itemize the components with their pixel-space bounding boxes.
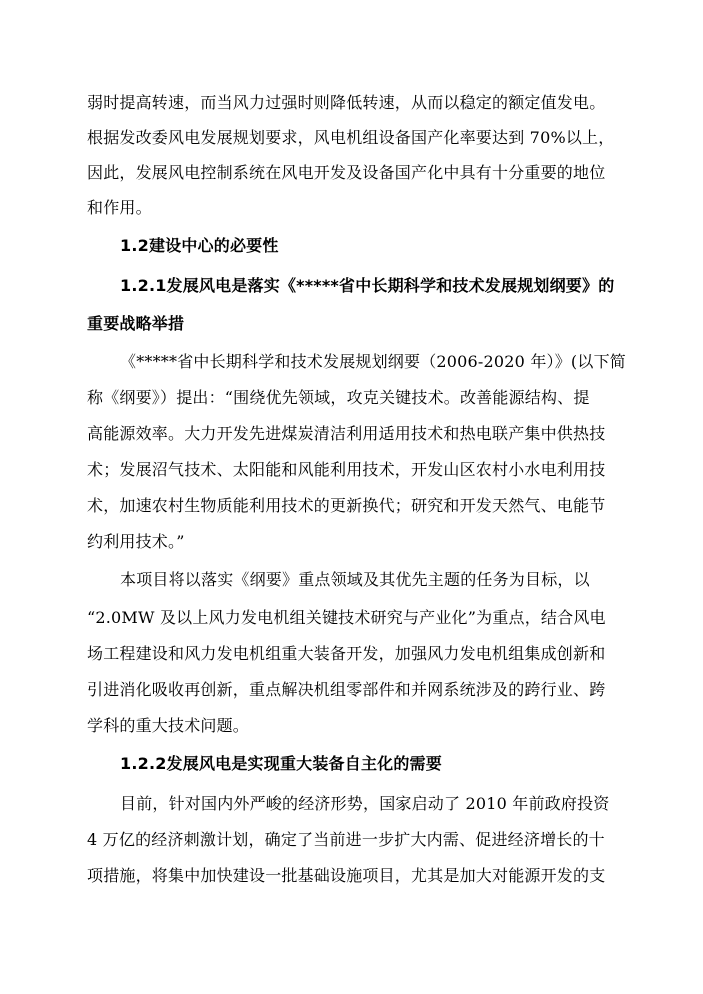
paragraph-line: 引进消化吸收再创新，重点解决机组零部件和并网系统涉及的跨行业、跨 (87, 680, 606, 699)
paragraph-line: 4 万亿的经济刺激计划，确定了当前进一步扩大内需、促进经济增长的十 (87, 830, 605, 849)
paragraph-line: 术；发展沼气技术、太阳能和风能利用技术，开发山区农村小水电利用技 (87, 460, 606, 479)
paragraph-line: 约利用技术。” (87, 532, 185, 551)
paragraph-line: 本项目将以落实《纲要》重点领域及其优先主题的任务为目标，以 (120, 570, 590, 589)
paragraph-line: 因此，发展风电控制系统在风电开发及设备国产化中具有十分重要的地位 (87, 163, 606, 182)
paragraph-line: 目前，针对国内外严峻的经济形势，国家启动了 2010 年前政府投资 (120, 794, 610, 813)
paragraph-line: 和作用。 (87, 198, 152, 217)
paragraph-line: 高能源效率。大力开发先进煤炭清洁利用适用技术和热电联产集中供热技 (87, 424, 606, 443)
paragraph-line: 称《纲要》）提出：“围绕优先领域，攻克关键技术。改善能源结构、提 (87, 388, 590, 407)
paragraph-line: “2.0MW 及以上风力发电机组关键技术研究与产业化”为重点，结合风电 (87, 608, 606, 627)
paragraph-line: 学科的重大技术问题。 (87, 716, 250, 735)
subsection-heading: 1.2.2发展风电是实现重大装备自主化的需要 (120, 754, 442, 773)
paragraph-line: 术，加速农村生物质能利用技术的更新换代；研究和开发天然气、电能节 (87, 496, 606, 515)
paragraph-line: 根据发改委风电发展规划要求，风电机组设备国产化率要达到 70%以上， (87, 128, 615, 147)
paragraph-line: 场工程建设和风力发电机组重大装备开发，加强风力发电机组集成创新和 (87, 644, 606, 663)
paragraph-line: 《*****省中长期科学和技术发展规划纲要（2006-2020 年）》(以下简 (120, 352, 626, 371)
subsection-heading: 1.2.1发展风电是落实《*****省中长期科学和技术发展规划纲要》的 (120, 276, 615, 295)
paragraph-line: 项措施，将集中加快建设一批基础设施项目，尤其是加大对能源开发的支 (87, 866, 606, 885)
paragraph-line: 弱时提高转速，而当风力过强时则降低转速，从而以稳定的额定值发电。 (87, 93, 606, 112)
section-heading: 1.2建设中心的必要性 (120, 236, 279, 255)
subsection-heading-continued: 重要战略举措 (87, 314, 185, 333)
